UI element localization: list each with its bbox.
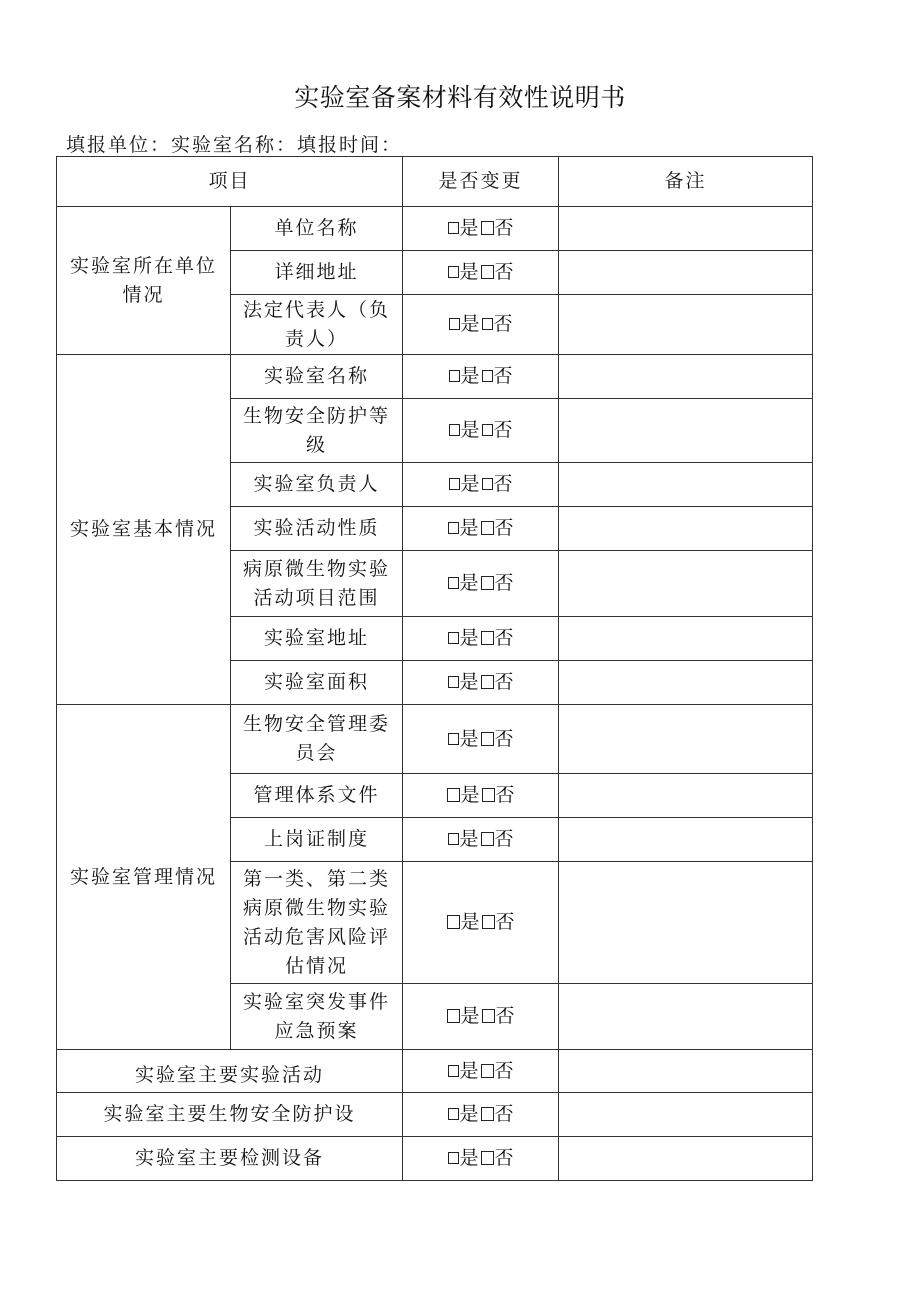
change-choice xyxy=(403,984,559,1050)
remark-cell[interactable] xyxy=(559,1050,813,1093)
no-checkbox[interactable] xyxy=(481,521,494,535)
yes-label: 是 xyxy=(460,365,481,387)
yes-no-choice xyxy=(447,1060,515,1082)
group-label: 实验室基本情况 xyxy=(57,355,231,705)
header-row xyxy=(57,157,813,207)
no-label: 否 xyxy=(494,627,515,649)
yes-no-choice xyxy=(447,517,515,539)
item-cell: 上岗证制度 xyxy=(231,818,403,862)
change-choice xyxy=(403,463,559,507)
yes-checkbox[interactable] xyxy=(448,676,459,688)
remark-cell[interactable] xyxy=(559,705,813,774)
no-checkbox[interactable] xyxy=(481,1151,494,1165)
item-cell: 管理体系文件 xyxy=(231,774,403,818)
item-cell: 第一类、第二类病原微生物实验活动危害风险评估情况 xyxy=(231,862,403,984)
yes-label: 是 xyxy=(460,473,481,495)
change-choice xyxy=(403,661,559,705)
no-checkbox[interactable] xyxy=(482,1009,495,1023)
item-cell: 实验室地址 xyxy=(231,617,403,661)
item-cell: 实验活动性质 xyxy=(231,507,403,551)
yes-label: 是 xyxy=(459,261,480,283)
no-label: 否 xyxy=(494,217,515,239)
item-cell: 生物安全管理委员会 xyxy=(231,705,403,774)
no-label: 否 xyxy=(493,313,514,335)
change-choice xyxy=(403,1137,559,1181)
no-label: 否 xyxy=(494,1147,515,1169)
yes-no-choice xyxy=(447,627,515,649)
no-label: 否 xyxy=(494,671,515,693)
yes-no-choice xyxy=(448,313,514,335)
remark-cell[interactable] xyxy=(559,463,813,507)
item-cell: 详细地址 xyxy=(231,251,403,295)
table-row xyxy=(57,1050,813,1093)
no-checkbox[interactable] xyxy=(481,675,494,689)
yes-label: 是 xyxy=(459,517,480,539)
item-cell: 实验室面积 xyxy=(231,661,403,705)
remark-cell[interactable] xyxy=(559,617,813,661)
item-cell: 实验室突发事件应急预案 xyxy=(231,984,403,1050)
no-checkbox[interactable] xyxy=(481,1107,494,1121)
remark-cell[interactable] xyxy=(559,661,813,705)
item-cell: 实验室主要实验活动 xyxy=(57,1050,403,1093)
yes-label: 是 xyxy=(459,627,480,649)
no-label: 否 xyxy=(495,784,516,806)
group-label: 实验室所在单位情况 xyxy=(57,207,231,355)
remark-cell[interactable] xyxy=(559,207,813,251)
yes-label: 是 xyxy=(460,1005,481,1027)
no-checkbox[interactable] xyxy=(481,832,494,846)
change-choice xyxy=(403,705,559,774)
yes-checkbox[interactable] xyxy=(449,424,460,436)
no-label: 否 xyxy=(493,473,514,495)
yes-checkbox[interactable] xyxy=(447,1009,460,1023)
yes-label: 是 xyxy=(459,1103,480,1125)
no-label: 否 xyxy=(494,572,515,594)
yes-checkbox[interactable] xyxy=(448,266,459,278)
no-checkbox[interactable] xyxy=(481,1064,494,1078)
header-item: 项目 xyxy=(57,157,403,207)
change-choice xyxy=(403,818,559,862)
no-label: 否 xyxy=(494,727,515,750)
remark-cell[interactable] xyxy=(559,295,813,355)
yes-no-choice xyxy=(447,261,515,283)
fill-in-info-line: 填报单位：实验室名称：填报时间： xyxy=(66,134,403,156)
no-label: 否 xyxy=(494,828,515,850)
group-label: 实验室管理情况 xyxy=(57,705,231,1050)
no-label: 否 xyxy=(495,1005,516,1027)
yes-no-choice xyxy=(447,671,515,693)
change-choice xyxy=(403,355,559,399)
no-checkbox[interactable] xyxy=(482,370,493,382)
table-row xyxy=(57,705,813,774)
change-choice xyxy=(403,1050,559,1093)
table-row xyxy=(57,1137,813,1181)
remark-cell[interactable] xyxy=(559,774,813,818)
no-checkbox[interactable] xyxy=(481,631,494,645)
no-label: 否 xyxy=(494,261,515,283)
filing-validity-table xyxy=(56,156,813,1181)
table-row xyxy=(57,1093,813,1137)
item-cell: 实验室名称 xyxy=(231,355,403,399)
no-checkbox[interactable] xyxy=(482,318,493,330)
yes-no-choice xyxy=(447,1147,515,1169)
yes-no-choice xyxy=(447,1103,515,1125)
no-checkbox[interactable] xyxy=(481,732,494,746)
change-choice xyxy=(403,862,559,984)
remark-cell[interactable] xyxy=(559,984,813,1050)
yes-no-choice xyxy=(447,728,515,750)
item-cell: 实验室主要检测设备 xyxy=(57,1137,403,1181)
yes-label: 是 xyxy=(459,671,480,693)
change-choice xyxy=(403,507,559,551)
yes-checkbox[interactable] xyxy=(447,915,460,929)
yes-label: 是 xyxy=(459,828,480,850)
no-checkbox[interactable] xyxy=(482,788,495,802)
yes-no-choice xyxy=(447,828,515,850)
yes-no-choice xyxy=(448,473,514,495)
change-choice xyxy=(403,207,559,251)
yes-label: 是 xyxy=(460,784,481,806)
yes-label: 是 xyxy=(459,1059,480,1082)
no-label: 否 xyxy=(493,419,514,441)
change-choice xyxy=(403,551,559,617)
yes-checkbox[interactable] xyxy=(448,733,459,745)
yes-checkbox[interactable] xyxy=(448,632,459,644)
yes-checkbox[interactable] xyxy=(448,1152,459,1164)
yes-checkbox[interactable] xyxy=(448,833,459,845)
no-label: 否 xyxy=(493,365,514,387)
change-choice xyxy=(403,617,559,661)
change-choice xyxy=(403,399,559,463)
change-choice xyxy=(403,1093,559,1137)
item-cell: 单位名称 xyxy=(231,207,403,251)
table-row xyxy=(57,355,813,399)
yes-no-choice xyxy=(447,217,515,239)
yes-no-choice xyxy=(446,1005,516,1027)
table-row xyxy=(57,207,813,251)
yes-label: 是 xyxy=(460,419,481,441)
yes-label: 是 xyxy=(459,727,480,750)
no-checkbox[interactable] xyxy=(482,478,493,490)
no-checkbox[interactable] xyxy=(482,915,495,929)
yes-no-choice xyxy=(446,784,516,806)
item-cell: 生物安全防护等级 xyxy=(231,399,403,463)
item-cell: 病原微生物实验活动项目范围 xyxy=(231,551,403,617)
no-label: 否 xyxy=(495,911,516,933)
yes-no-choice xyxy=(446,911,516,933)
remark-cell[interactable] xyxy=(559,355,813,399)
yes-no-choice xyxy=(448,419,514,441)
yes-checkbox[interactable] xyxy=(448,577,459,589)
no-checkbox[interactable] xyxy=(481,576,494,590)
remark-cell[interactable] xyxy=(559,862,813,984)
no-checkbox[interactable] xyxy=(481,265,494,279)
no-label: 否 xyxy=(494,517,515,539)
no-label: 否 xyxy=(494,1059,515,1082)
yes-no-choice xyxy=(448,365,514,387)
no-label: 否 xyxy=(494,1103,515,1125)
yes-label: 是 xyxy=(460,313,481,335)
header-changed: 是否变更 xyxy=(403,157,559,207)
yes-checkbox[interactable] xyxy=(448,1108,459,1120)
remark-cell[interactable] xyxy=(559,251,813,295)
item-cell: 实验室主要生物安全防护设 xyxy=(57,1093,403,1137)
yes-checkbox[interactable] xyxy=(449,318,460,330)
remark-cell[interactable] xyxy=(559,818,813,862)
yes-label: 是 xyxy=(459,572,480,594)
table-body xyxy=(57,157,813,1181)
change-choice xyxy=(403,251,559,295)
change-choice xyxy=(403,774,559,818)
remark-cell[interactable] xyxy=(559,507,813,551)
no-checkbox[interactable] xyxy=(481,221,494,235)
yes-checkbox[interactable] xyxy=(449,370,460,382)
no-checkbox[interactable] xyxy=(482,424,493,436)
remark-cell[interactable] xyxy=(559,399,813,463)
yes-label: 是 xyxy=(459,1147,480,1169)
yes-checkbox[interactable] xyxy=(448,1065,459,1077)
yes-checkbox[interactable] xyxy=(448,522,459,534)
item-cell: 法定代表人（负责人） xyxy=(231,295,403,355)
yes-no-choice xyxy=(447,572,515,594)
remark-cell[interactable] xyxy=(559,551,813,617)
document-title: 实验室备案材料有效性说明书 xyxy=(294,83,626,112)
remark-cell[interactable] xyxy=(559,1137,813,1181)
remark-cell[interactable] xyxy=(559,1093,813,1137)
yes-label: 是 xyxy=(460,911,481,933)
yes-checkbox[interactable] xyxy=(447,788,460,802)
yes-label: 是 xyxy=(459,217,480,239)
header-remark: 备注 xyxy=(559,157,813,207)
yes-checkbox[interactable] xyxy=(449,478,460,490)
item-cell: 实验室负责人 xyxy=(231,463,403,507)
change-choice xyxy=(403,295,559,355)
yes-checkbox[interactable] xyxy=(448,222,459,234)
